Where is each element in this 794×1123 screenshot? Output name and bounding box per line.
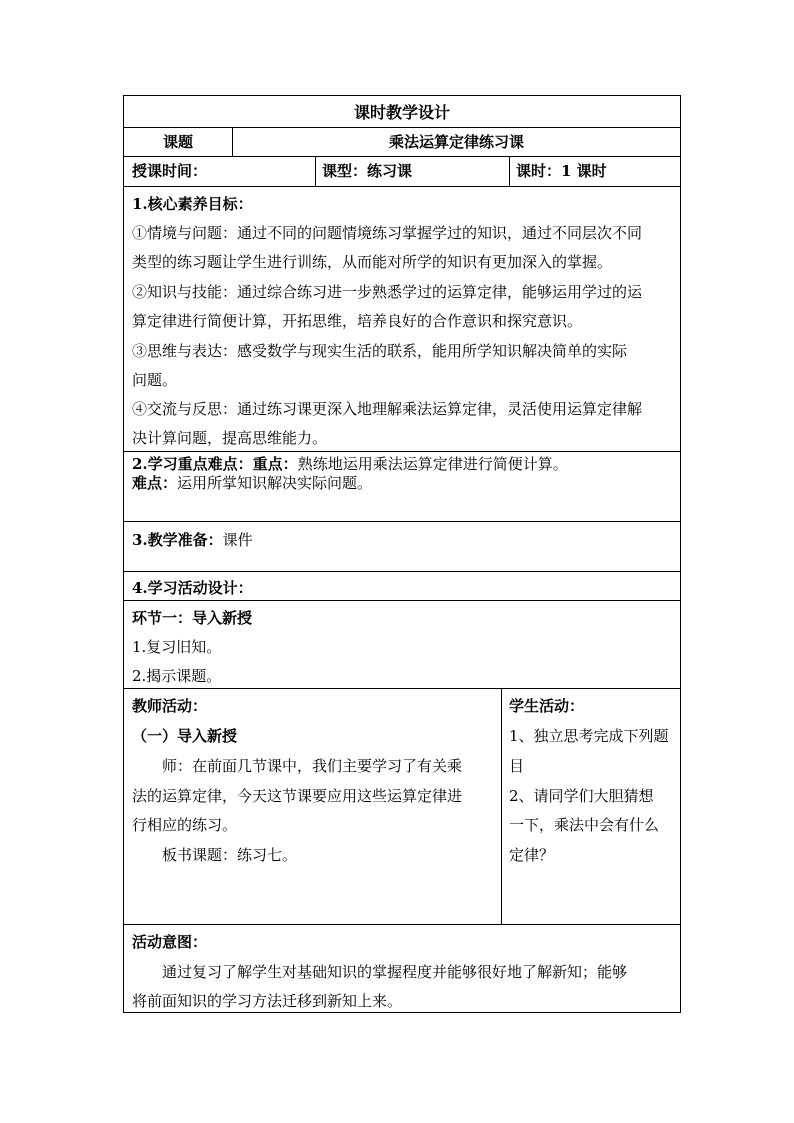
goal-line: 类型的练习题让学生进行训练，从而能对所学的知识有更加深入的掌握。 — [132, 253, 613, 271]
key-label: 重点： — [252, 455, 298, 473]
prep-line — [132, 526, 253, 555]
student-line: 定律？ — [509, 846, 555, 864]
intent-line: 通过复习了解学生对基础知识的掌握程度并能够很好地了解新知；能够 — [162, 963, 628, 981]
key-text: 熟练地运用乘法运算定律进行简便计算。 — [297, 455, 568, 473]
goal-line: 决计算问题，提高思维能力。 — [132, 429, 328, 447]
keypoints-heading: 2.学习重点难点： — [132, 455, 253, 473]
prep-text: 课件 — [222, 531, 253, 549]
title-row — [123, 95, 681, 127]
student-line: 1、独立思考完成下列题 — [509, 727, 669, 745]
step1-item: 2.揭示课题。 — [132, 667, 222, 685]
intent-heading: 活动意图： — [132, 933, 208, 951]
goal-line: ①情境与问题：通过不同的问题情境练习掌握学过的知识，通过不同层次不同 — [132, 224, 643, 242]
goal-line: ③思维与表达：感受数学与现实生活的联系，能用所学知识解决简单的实际 — [132, 342, 628, 360]
topic-value: 乘法运算定律练习课 — [388, 133, 524, 151]
keypoints-section — [123, 451, 681, 521]
activity-heading: 4.学习活动设计： — [132, 579, 253, 597]
teacher-section-title: （一）导入新授 — [132, 727, 238, 745]
goal-line: 问题。 — [132, 371, 178, 389]
hard-line — [132, 469, 372, 498]
student-line: 2、请同学们大胆猜想 — [509, 787, 654, 805]
prep-heading: 3.教学准备： — [132, 531, 223, 549]
activity-heading-row — [123, 571, 681, 600]
step1-item: 1.复习旧知。 — [132, 638, 222, 656]
goal-line: ②知识与技能：通过综合练习进一步熟悉学过的运算定律，能够运用学过的运 — [132, 283, 643, 301]
lesson-period: 课时：1 课时 — [516, 162, 607, 180]
topic-row — [123, 127, 681, 156]
step1-title: 环节一：导入新授 — [132, 609, 253, 627]
goals-heading: 1.核心素养目标： — [132, 195, 253, 213]
hard-text: 运用所掌知识解决实际问题。 — [177, 474, 373, 492]
document-title: 课时教学设计 — [353, 103, 450, 122]
teacher-line: 板书课题：练习七。 — [162, 846, 298, 864]
goal-line: ④交流与反思：通过练习课更深入地理解乘法运算定律，灵活使用运算定律解 — [132, 400, 643, 418]
goal-line: 算定律进行简便计算，开拓思维，培养良好的合作意识和探究意识。 — [132, 312, 583, 330]
student-heading: 学生活动： — [509, 697, 585, 715]
intent-line: 将前面知识的学习方法迁移到新知上来。 — [132, 992, 403, 1010]
teacher-line: 行相应的练习。 — [132, 816, 238, 834]
goals-section — [123, 186, 681, 451]
student-line: 目 — [509, 757, 525, 775]
time-label: 授课时间： — [132, 162, 208, 180]
student-line: 一下，乘法中会有什么 — [509, 816, 660, 834]
lesson-type: 课型：练习课 — [322, 162, 413, 180]
intent-section — [123, 924, 681, 1013]
prep-section — [123, 521, 681, 571]
teacher-heading: 教师活动： — [132, 697, 208, 715]
teacher-line: 师：在前面几节课中，我们主要学习了有关乘 — [162, 757, 463, 775]
hard-label: 难点： — [132, 474, 178, 492]
activities-row — [123, 688, 681, 924]
meta-row — [123, 156, 681, 186]
teacher-line: 法的运算定律，今天这节课要应用这些运算定律进 — [132, 787, 463, 805]
topic-label: 课题 — [162, 133, 193, 151]
step1-section — [123, 600, 681, 688]
